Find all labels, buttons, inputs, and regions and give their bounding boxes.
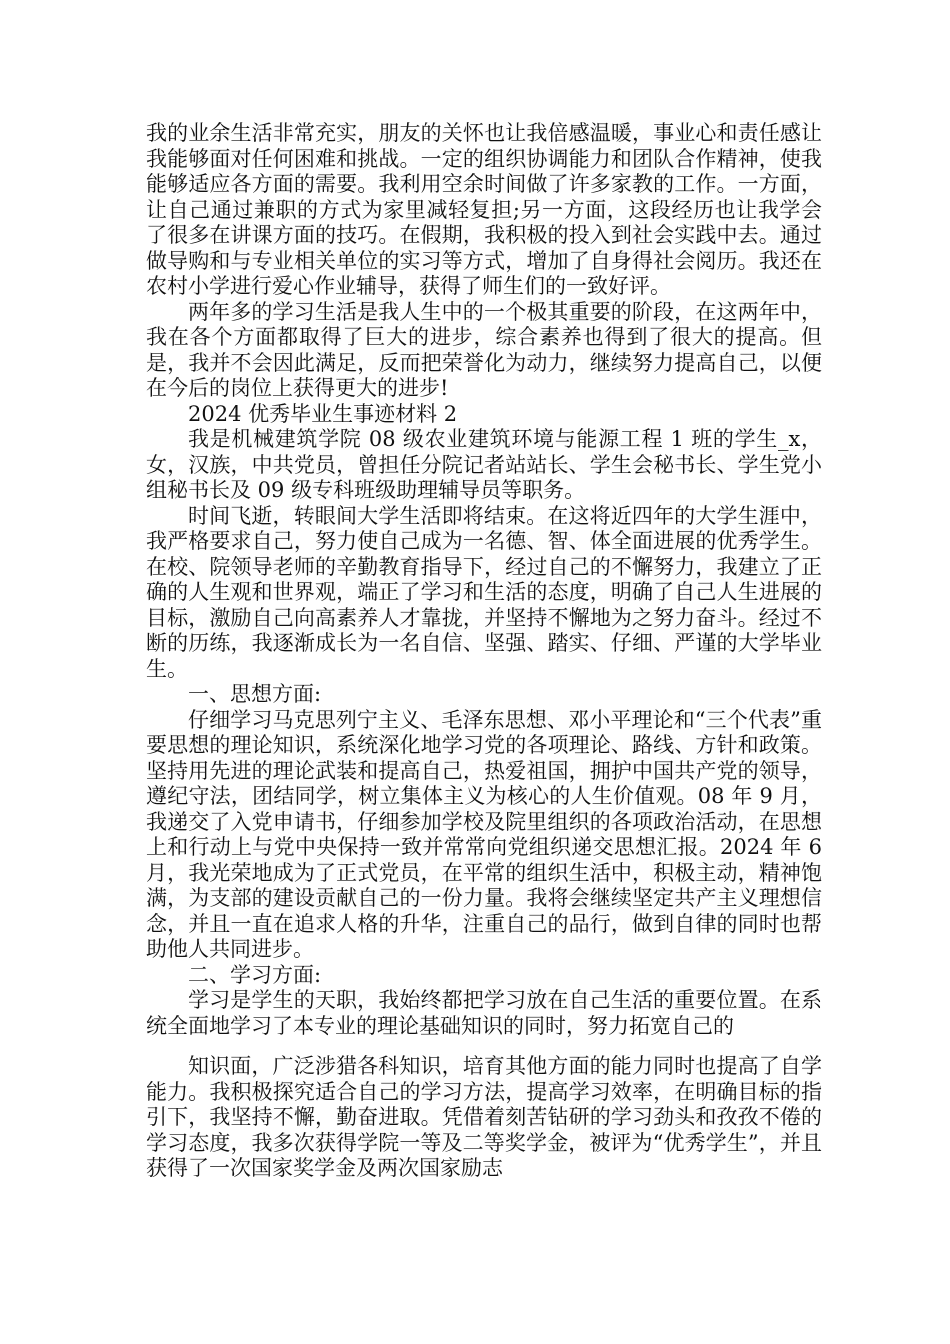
paragraph-study-part-2: 知识面，广泛涉猎各科知识，培育其他方面的能力同时也提高了自学能力。我积极探究适合自己的学习方法，提高学习效率，在明确目标的指引下，我坚持不懈，勤奋进取。凭借着刻苦钻研的学习劲头和孜孜不倦的学习态度，我多次获得学院一等及二等奖学金，被评为“优秀学生”，并且获得了一次国家奖学金及两次国家励志 bbox=[146, 1054, 822, 1180]
paragraph-university-life: 时间飞逝，转眼间大学生活即将结束。在这将近四年的大学生涯中，我严格要求自己，努力使自己成为一名德、智、体全面进展的优秀学生。在校、院领导老师的辛勤教育指导下，经过自己的不懈努力，我建立了正确的人生观和世界观，端正了学习和生活的态度，明确了自己人生进展的目标，激励自己向高素养人才靠拢，并坚持不懈地为之努力奋斗。经过不断的历练，我逐渐成长为一名自信、坚强、踏实、仔细、严谨的大学毕业生。 bbox=[146, 503, 822, 681]
document-page bbox=[146, 121, 822, 1182]
paragraph-continuation: 我的业余生活非常充实，朋友的关怀也让我倍感温暖，事业心和责任感让我能够面对任何困难和挑战。一定的组织协调能力和团队合作精神，使我能够适应各方面的需要。我利用空余时间做了许多家教的工作。一方面，让自己通过兼职的方式为家里减轻复担;另一方面，这段经历也让我学会了很多在讲课方面的技巧。在假期，我积极的投入到社会实践中去。通过做导购和与专业相关单位的实习等方式，增加了自身得社会阅历。我还在农村小学进行爱心作业辅导，获得了师生们的一致好评。 bbox=[146, 121, 822, 298]
heading-ideology: 一、思想方面: bbox=[188, 682, 322, 706]
paragraph-gap bbox=[146, 1039, 822, 1054]
section-title-material-2: 2024 优秀毕业生事迹材料 2 bbox=[188, 401, 458, 426]
heading-study: 二、学习方面: bbox=[188, 962, 322, 987]
paragraph-ideology: 仔细学习马克思列宁主义、毛泽东思想、邓小平理论和“三个代表”重要思想的理论知识，系统深化地学习党的各项理论、路线、方针和政策。坚持用先进的理论武装和提高自己，热爱祖国，拥护中国共产党的领导，遵纪守法，团结同学，树立集体主义为核心的人生价值观。08 年 9 月，我递交了入党申请书，仔细参加学校及院里组织的各项政治活动，在思想上和行动上与党中央保持一致并常常向党组织递交思想汇报。2024 年 6 月，我光荣地成为了正式党员，在平常的组织生活中，积极主动，精神饱满，为支部的建设贡献自己的一份力量。我将会继续坚定共产主义理想信念，并且一直在追求人格的升华，注重自己的品行，做到自律的同时也帮助他人共同进步。 bbox=[146, 707, 822, 961]
paragraph-study-part-1: 学习是学生的天职，我始终都把学习放在自己生活的重要位置。在系统全面地学习了本专业的理论基础知识的同时，努力拓宽自己的 bbox=[146, 988, 822, 1038]
paragraph-two-years-summary: 两年多的学习生活是我人生中的一个极其重要的阶段，在这两年中，我在各个方面都取得了巨大的进步，综合素养也得到了很大的提高。但是，我并不会因此满足，反而把荣誉化为动力，继续努力提高自己，以便在今后的岗位上获得更大的进步! bbox=[146, 299, 822, 400]
paragraph-self-introduction: 我是机械建筑学院 08 级农业建筑环境与能源工程 1 班的学生_x，女，汉族，中共党员，曾担任分院记者站站长、学生会秘书长、学生党小组秘书长及 09 级专科班级助理辅导员等职务。 bbox=[146, 427, 822, 502]
